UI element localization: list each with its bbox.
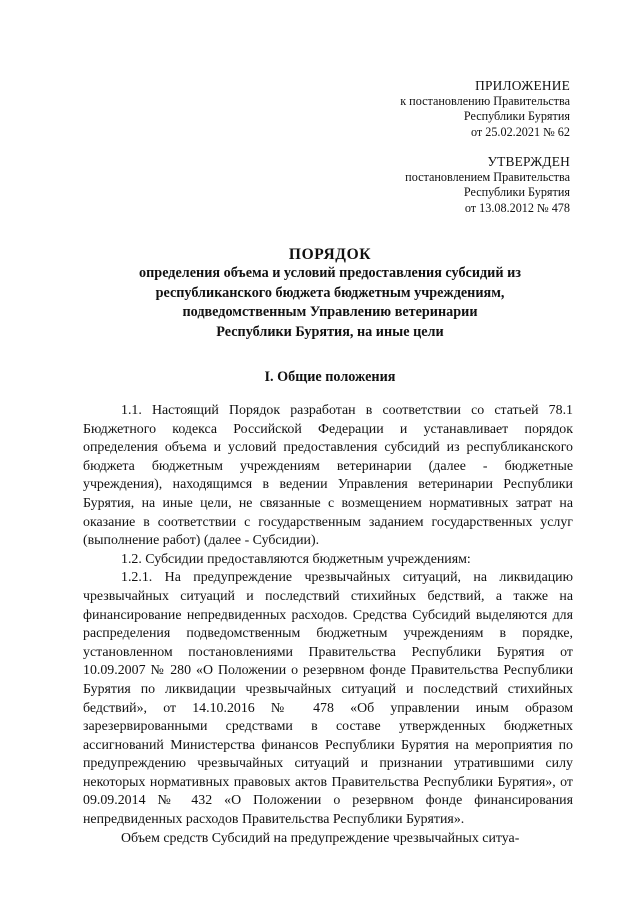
appendix-line-3: от 25.02.2021 № 62 (470, 124, 570, 139)
appendix-line-2: Республики Бурятия (463, 109, 570, 123)
appendix-line-1: к постановлению Правительства (400, 93, 570, 108)
approved-line-1: постановлением Правительства (405, 169, 570, 184)
title-line-4: Республики Бурятия, на иные цели (216, 323, 444, 340)
document-title (60, 246, 600, 342)
title-main: ПОРЯДОК (288, 246, 372, 263)
paragraph-subsidy-volume: Объем средств Субсидий на предупреждение чрезвычайных ситуа- (121, 830, 520, 846)
approved-heading: УТВЕРЖДЕН (487, 154, 570, 169)
approved-line-3: от 13.08.2012 № 478 (464, 200, 570, 215)
body-text (83, 402, 573, 848)
appendix-heading: ПРИЛОЖЕНИЕ (475, 78, 570, 93)
approved-line-2: Республики Бурятия (463, 185, 570, 199)
paragraph-1-1: 1.1. Настоящий Порядок разработан в соответствии со статьей 78.1 Бюджетного кодекса Российской Федерации и устанавливает порядок определения объема и условий предоставления субсидий из республиканского бюджета бюджетным учреждениям ветеринарии (далее - бюджетные учреждения), находящимся в ведении Управления ветеринарии Республики Бурятия, на иные цели, не связанные с возмещением нормативных затрат на оказание в соответствии с государственным заданием государственных услуг (выполнение работ) (далее - Субсидии). (83, 403, 573, 549)
approved-block (405, 154, 570, 216)
appendix-block (400, 78, 570, 140)
title-line-3: подведомственным Управлению ветеринарии (182, 304, 478, 320)
paragraph-1-2-1: 1.2.1. На предупреждение чрезвычайных ситуаций, на ликвидацию чрезвычайных ситуаций и последствий стихийных бедствий, а также на финансирование непредвиденных расходов. Средства Субсидий выделяются для распределения подведомственным бюджетным учреждениям в порядке, установленном постановлениями Правительства Республики Бурятия от 10.09.2007 № 280 «О Положении о резервном фонде Правительства Республики Бурятия по ликвидации чрезвычайных ситуаций и последствий стихийных бедствий», от 14.10.2016 № 478 «Об управлении иным образом зарезервированными средствами в составе утвержденных бюджетных ассигнований Министерства финансов Республики Бурятия на мероприятия по предупреждению чрезвычайных ситуаций и признании утратившими силу некоторых нормативных правовых актов Правительства Республики Бурятия», от 09.09.2014 № 432 «О Положении о резервном фонде финансирования непредвиденных расходов Правительства Республики Бурятия». (83, 570, 573, 828)
paragraph-1-2: 1.2. Субсидии предоставляются бюджетным учреждениям: (121, 551, 471, 567)
title-line-2: республиканского бюджета бюджетным учреждениям, (155, 284, 505, 301)
section-heading: I. Общие положения (264, 369, 396, 385)
title-line-1: определения объема и условий предоставления субсидий из (139, 265, 521, 281)
